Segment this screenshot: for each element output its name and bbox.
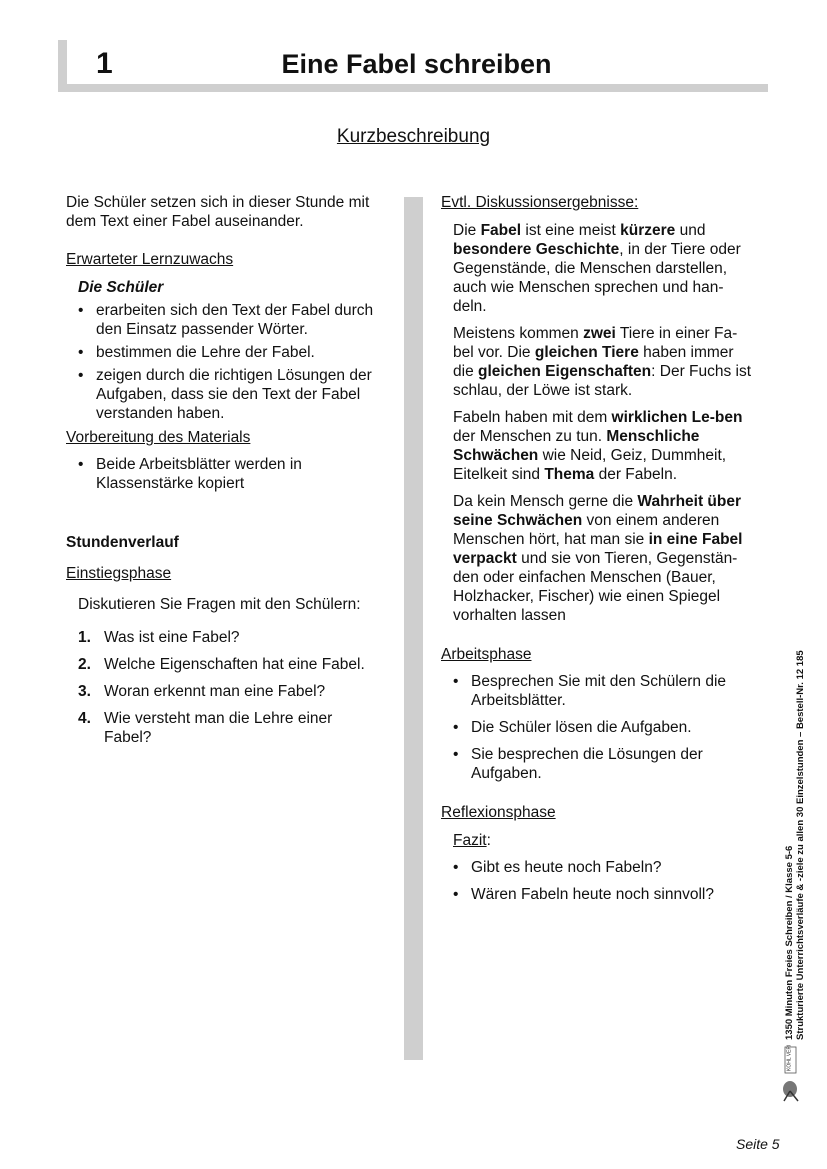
page-title: Eine Fabel schreiben — [281, 49, 552, 79]
bullet-icon: • — [78, 367, 84, 384]
paragraph: Die Fabel ist eine meist kürzere und besondere Geschichte, in der Tiere oder Gegenstände, die Menschen darstellen, auch wie Menschen sprechen und han-deln. — [453, 222, 741, 315]
paragraph: Fabeln haben mit dem wirklichen Le-ben der Menschen zu tun. Menschliche Schwächen wie Neid, Geiz, Dummheit, Eitelkeit sind Thema der Fabeln. — [453, 409, 743, 483]
list-item: • Sie besprechen die Lösungen der Aufgaben. — [453, 746, 703, 782]
right-column — [441, 193, 756, 904]
sidebar-line-1: 1350 Minuten Freies Schreiben / Klasse 5-6 — [784, 845, 795, 1040]
sidebar-line-2: Strukturierte Unterrichtsverläufe & -ziele zu allen 30 Einzelstunden – Bestell-Nr. 12 185 — [795, 650, 806, 1040]
lernzuwachs-list — [66, 301, 386, 423]
section-title: Kurzbeschreibung — [336, 126, 491, 147]
stundenverlauf-heading: Stundenverlauf — [66, 534, 179, 551]
fazit-label: Fazit: — [453, 832, 491, 849]
page-number: Seite 5 — [736, 1136, 780, 1152]
material-list — [66, 455, 386, 493]
paragraph: Da kein Mensch gerne die Wahrheit über seine Schwächen von einem anderen Menschen hört, hat man sie in eine Fabel verpackt und sie von Tieren, Gegenstän-den oder einfachen Menschen (Bauer, Holzhacker, Fischer) wie einen Spiegel vorhalten lassen — [453, 493, 743, 624]
publisher-logo — [778, 1045, 808, 1103]
arbeit-heading: Arbeitsphase — [441, 646, 532, 663]
lernzuwachs-heading: Erwarteter Lernzuwachs — [66, 251, 234, 268]
bullet-icon: • — [453, 719, 459, 736]
intro-text: Die Schüler setzen sich in dieser Stunde mit dem Text einer Fabel auseinander. — [66, 194, 370, 230]
sidebar-imprint — [784, 650, 806, 1040]
einstieg-heading: Einstiegsphase — [66, 565, 172, 582]
list-item: 3. Woran erkennt man eine Fabel? — [78, 683, 326, 700]
bullet-icon: • — [453, 859, 459, 876]
lesson-number: 1 — [96, 47, 113, 80]
bullet-icon: • — [453, 673, 459, 690]
bullet-icon: • — [78, 344, 84, 361]
arbeit-list — [441, 672, 756, 783]
list-item: • zeigen durch die richtigen Lösungen der Aufgaben, dass sie den Text der Fabel verstanden haben. — [78, 367, 372, 422]
publisher-name: KOHL VERLAG — [786, 1045, 793, 1071]
question-list — [66, 628, 386, 747]
list-item: 1. Was ist eine Fabel? — [78, 629, 240, 646]
list-item: • bestimmen die Lehre der Fabel. — [78, 344, 315, 361]
list-item: • Wären Fabeln heute noch sinnvoll? — [453, 886, 714, 903]
list-item: • Besprechen Sie mit den Schülern die Arbeitsblätter. — [453, 673, 727, 709]
list-item: • Gibt es heute noch Fabeln? — [453, 859, 662, 876]
diskussion-body — [441, 221, 756, 625]
bullet-icon: • — [453, 886, 459, 903]
fazit-list — [441, 858, 756, 904]
reflexion-heading: Reflexionsphase — [441, 804, 556, 821]
list-item: • erarbeiten sich den Text der Fabel durch den Einsatz passender Wörter. — [78, 302, 374, 338]
schueler-heading: Die Schüler — [78, 279, 164, 296]
bullet-icon: • — [78, 456, 84, 473]
diskussion-heading: Evtl. Diskussionsergebnisse: — [441, 194, 639, 211]
bullet-icon: • — [453, 746, 459, 763]
header-bar-bottom — [58, 84, 768, 92]
material-heading: Vorbereitung des Materials — [66, 429, 251, 446]
list-item: 4. Wie versteht man die Lehre einer Fabel? — [78, 710, 333, 746]
left-column — [66, 193, 386, 747]
list-item: • Die Schüler lösen die Aufgaben. — [453, 719, 692, 736]
bullet-icon: • — [78, 302, 84, 319]
list-item: 2. Welche Eigenschaften hat eine Fabel. — [78, 656, 365, 673]
einstieg-intro: Diskutieren Sie Fragen mit den Schülern: — [78, 596, 361, 613]
tree-logo-icon — [778, 1045, 808, 1103]
column-divider — [404, 197, 423, 1060]
paragraph: Meistens kommen zwei Tiere in einer Fa-bel vor. Die gleichen Tiere haben immer die gleichen Eigenschaften: Der Fuchs ist schlau, der Löwe ist stark. — [453, 325, 752, 399]
list-item: • Beide Arbeitsblätter werden in Klassenstärke kopiert — [78, 456, 302, 492]
